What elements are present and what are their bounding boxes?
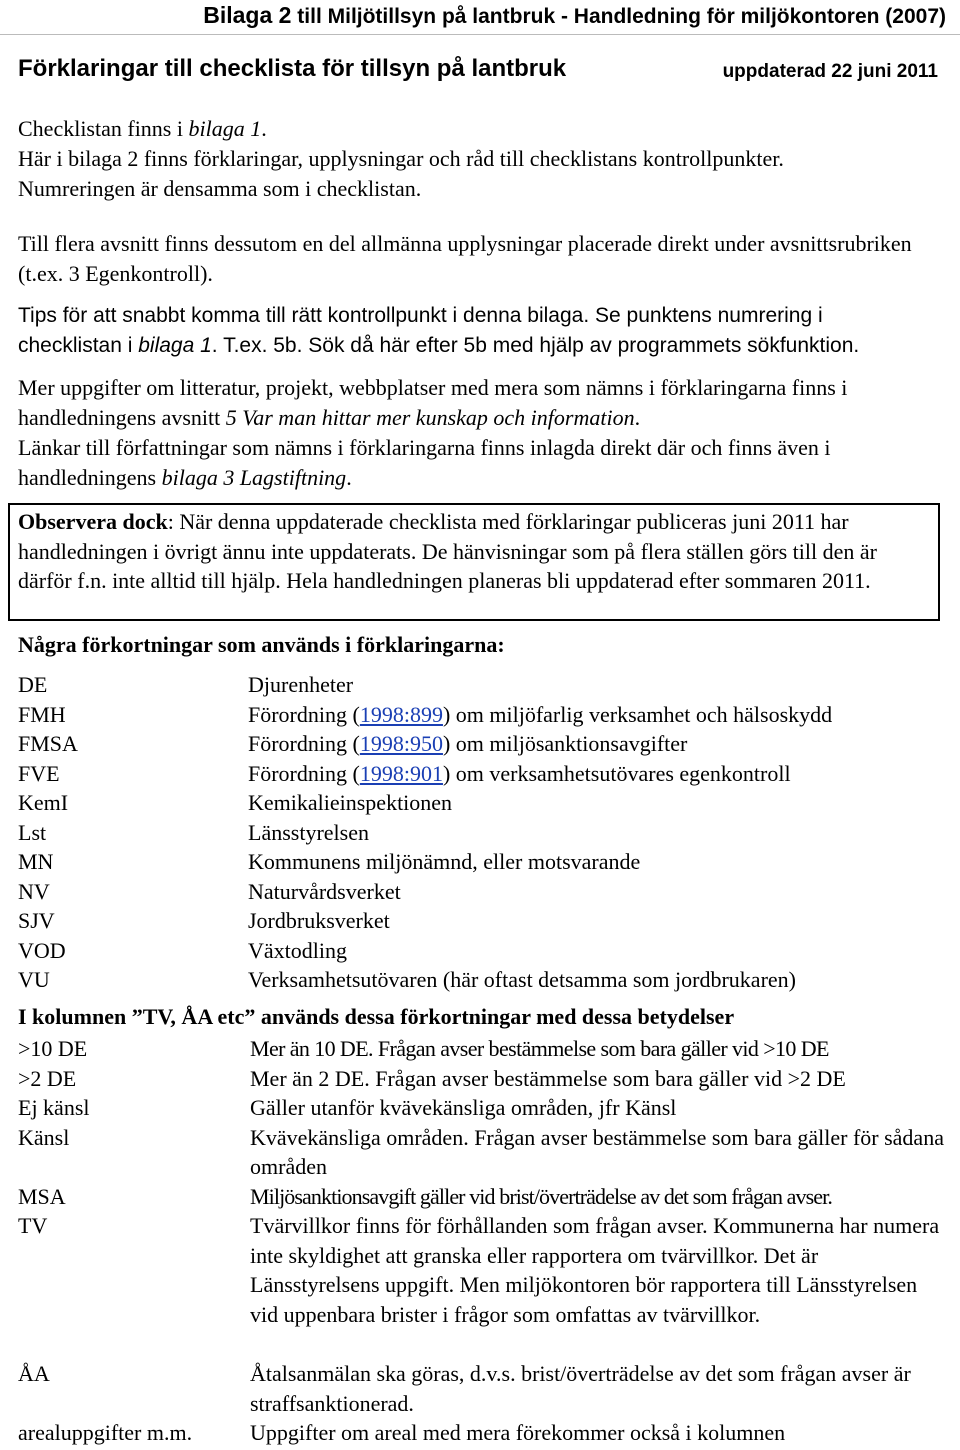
intro-line-3: Numreringen är densamma som i checklistan.	[18, 176, 422, 201]
tips-text-end: . T.ex. 5b. Sök då här efter 5b med hjälp av programmets sökfunktion.	[211, 334, 860, 357]
abbreviation-code: NV	[18, 878, 50, 904]
notice-label: Observera dock	[18, 509, 168, 534]
tv-term-code: MSA	[18, 1183, 66, 1209]
more-info-paragraph	[18, 373, 938, 493]
tips-bilaga-ref: bilaga 1	[138, 334, 212, 357]
abbreviation-code: VOD	[18, 937, 66, 963]
abbreviation-code: DE	[18, 672, 48, 697]
abbreviation-code: Lst	[18, 819, 47, 845]
abbreviation-code: FVE	[18, 760, 60, 786]
links-period: .	[346, 465, 352, 490]
tv-term-desc: Uppgifter om areal med mera förekommer också i kolumnen	[250, 1420, 786, 1445]
abbreviation-desc: Jordbruksverket	[248, 908, 390, 933]
abbreviation-desc: Länsstyrelsen	[248, 819, 369, 845]
intro-line-2: Här i bilaga 2 finns förklaringar, upplysningar och råd till checklistans kontrollpunkter.	[18, 146, 784, 171]
page-header	[203, 2, 946, 29]
abbreviation-code: KemI	[18, 790, 69, 815]
tv-term-desc: Åtalsanmälan ska göras, d.v.s. brist/överträdelse av det som frågan avser är straffsanktionerad.	[250, 1361, 911, 1416]
tv-term-desc: Mer än 10 DE. Frågan avser bestämmelse som bara gäller vid >10 DE	[250, 1036, 829, 1061]
tv-term-desc: Mer än 2 DE. Frågan avser bestämmelse som bara gäller vid >2 DE	[250, 1065, 846, 1091]
abbreviation-code: FMSA	[18, 731, 78, 756]
tv-term-desc: Miljösanktionsavgift gäller vid brist/överträdelse av det som frågan avser.	[250, 1183, 832, 1209]
tv-term-code: >2 DE	[18, 1065, 77, 1091]
more-info-period: .	[634, 405, 641, 430]
header-divider	[0, 34, 960, 35]
intro-line-1	[18, 114, 933, 144]
sfs-link-1998-899[interactable]: 1998:899	[359, 701, 443, 727]
tv-term-code: TV	[18, 1213, 48, 1238]
tv-term-code: Ej känsl	[18, 1095, 90, 1120]
more-info-section-ref: 5 Var man hittar mer kunskap och information	[225, 405, 635, 430]
desc-pre: Förordning (	[248, 731, 360, 756]
abbreviation-code: VU	[18, 967, 50, 992]
tv-term-code: Känsl	[18, 1124, 70, 1150]
tv-term-code: arealuppgifter m.m.	[18, 1420, 193, 1445]
tv-term-code: ÅA	[18, 1361, 50, 1386]
tv-column-heading: I kolumnen ”TV, ÅA etc” används dessa förkortningar med dessa betydelser	[18, 1004, 735, 1029]
tv-term-desc: Kvävekänsliga områden. Frågan avser bestämmelse som bara gäller för sådana områden	[250, 1124, 944, 1179]
updated-date: uppdaterad 22 juni 2011	[722, 61, 938, 82]
header-bilaga-rest: till Miljötillsyn på lantbruk - Handledning för miljökontoren (2007)	[297, 5, 946, 28]
desc-post: ) om miljöfarlig verksamhet och hälsoskydd	[442, 701, 833, 727]
more-info-links	[18, 433, 938, 493]
abbreviation-desc: Djurenheter	[248, 672, 354, 697]
abbreviation-desc	[248, 700, 832, 730]
abbreviation-desc	[248, 759, 791, 789]
abbreviation-code: SJV	[18, 908, 55, 933]
abbreviation-desc: Kemikalieinspektionen	[248, 790, 453, 815]
intro-text: Checklistan finns i	[18, 116, 189, 141]
abbreviations-heading: Några förkortningar som används i förklaringarna:	[18, 632, 505, 657]
links-bilaga-ref: bilaga 3 Lagstiftning	[161, 465, 347, 490]
sfs-link-1998-901[interactable]: 1998:901	[359, 760, 443, 786]
tv-term-desc: Tvärvillkor finns för förhållanden som frågan avser. Kommunerna har numera inte skyldighet att granska eller rapportera om tvärvillkor. Det är Länsstyrelsens uppgift. Men miljökontoren bör rapportera till Länsstyrelsen vid uppenbara brister i frågor som omfattas av tvärvillkor.	[250, 1213, 940, 1327]
desc-pre: Förordning (	[248, 701, 360, 727]
abbreviation-code: FMH	[18, 701, 66, 727]
intro-period: .	[261, 116, 267, 141]
more-info-text: Mer uppgifter om litteratur, projekt, webbplatser med mera som nämns i förklaringarna finns i handledningens avsnitt	[18, 375, 848, 430]
title-row	[18, 55, 942, 85]
tips-text: Tips för att snabbt komma till rätt kontrollpunkt i denna bilaga. Se punktens numrering i checklistan i	[18, 304, 823, 357]
more-info-literature	[18, 373, 938, 433]
abbreviation-desc	[248, 729, 687, 759]
abbreviation-desc: Verksamhetsutövaren (här oftast detsamma som jordbrukaren)	[248, 967, 796, 992]
intro-bilaga-ref: bilaga 1	[188, 116, 262, 141]
desc-pre: Förordning (	[248, 760, 360, 786]
abbreviation-code: MN	[18, 849, 54, 874]
intro-section	[18, 114, 933, 204]
desc-post: ) om verksamhetsutövares egenkontroll	[442, 760, 791, 786]
tv-term-code: >10 DE	[18, 1036, 88, 1061]
desc-post: ) om miljösanktionsavgifter	[442, 731, 688, 756]
general-info-paragraph: Till flera avsnitt finns dessutom en del allmänna upplysningar placerade direkt under avsnittsrubriken (t.ex. 3 Egenkontroll).	[18, 231, 912, 286]
header-bilaga-label: Bilaga 2	[203, 2, 292, 28]
sfs-link-1998-950[interactable]: 1998:950	[359, 731, 443, 756]
notice-text: : När denna uppdaterade checklista med förklaringar publiceras juni 2011 har handledningen i övrigt ännu inte uppdaterats. De hänvisningar som på flera ställen görs till den är därför f.n. inte alltid till hjälp. Hela handledningen planeras bli uppdaterad efter sommaren 2011.	[18, 509, 877, 593]
links-text: Länkar till författningar som nämns i förklaringarna finns inlagda direkt där och finns även i handledningens	[18, 435, 831, 490]
notice-box	[8, 503, 940, 621]
tv-term-desc: Gäller utanför kvävekänsliga områden, jfr Känsl	[250, 1095, 677, 1120]
abbreviation-desc: Naturvårdsverket	[248, 878, 401, 904]
abbreviation-desc: Kommunens miljönämnd, eller motsvarande	[248, 849, 641, 874]
document-title: Förklaringar till checklista för tillsyn på lantbruk	[18, 55, 567, 82]
tips-paragraph	[18, 301, 928, 361]
abbreviation-desc: Växtodling	[248, 937, 347, 963]
